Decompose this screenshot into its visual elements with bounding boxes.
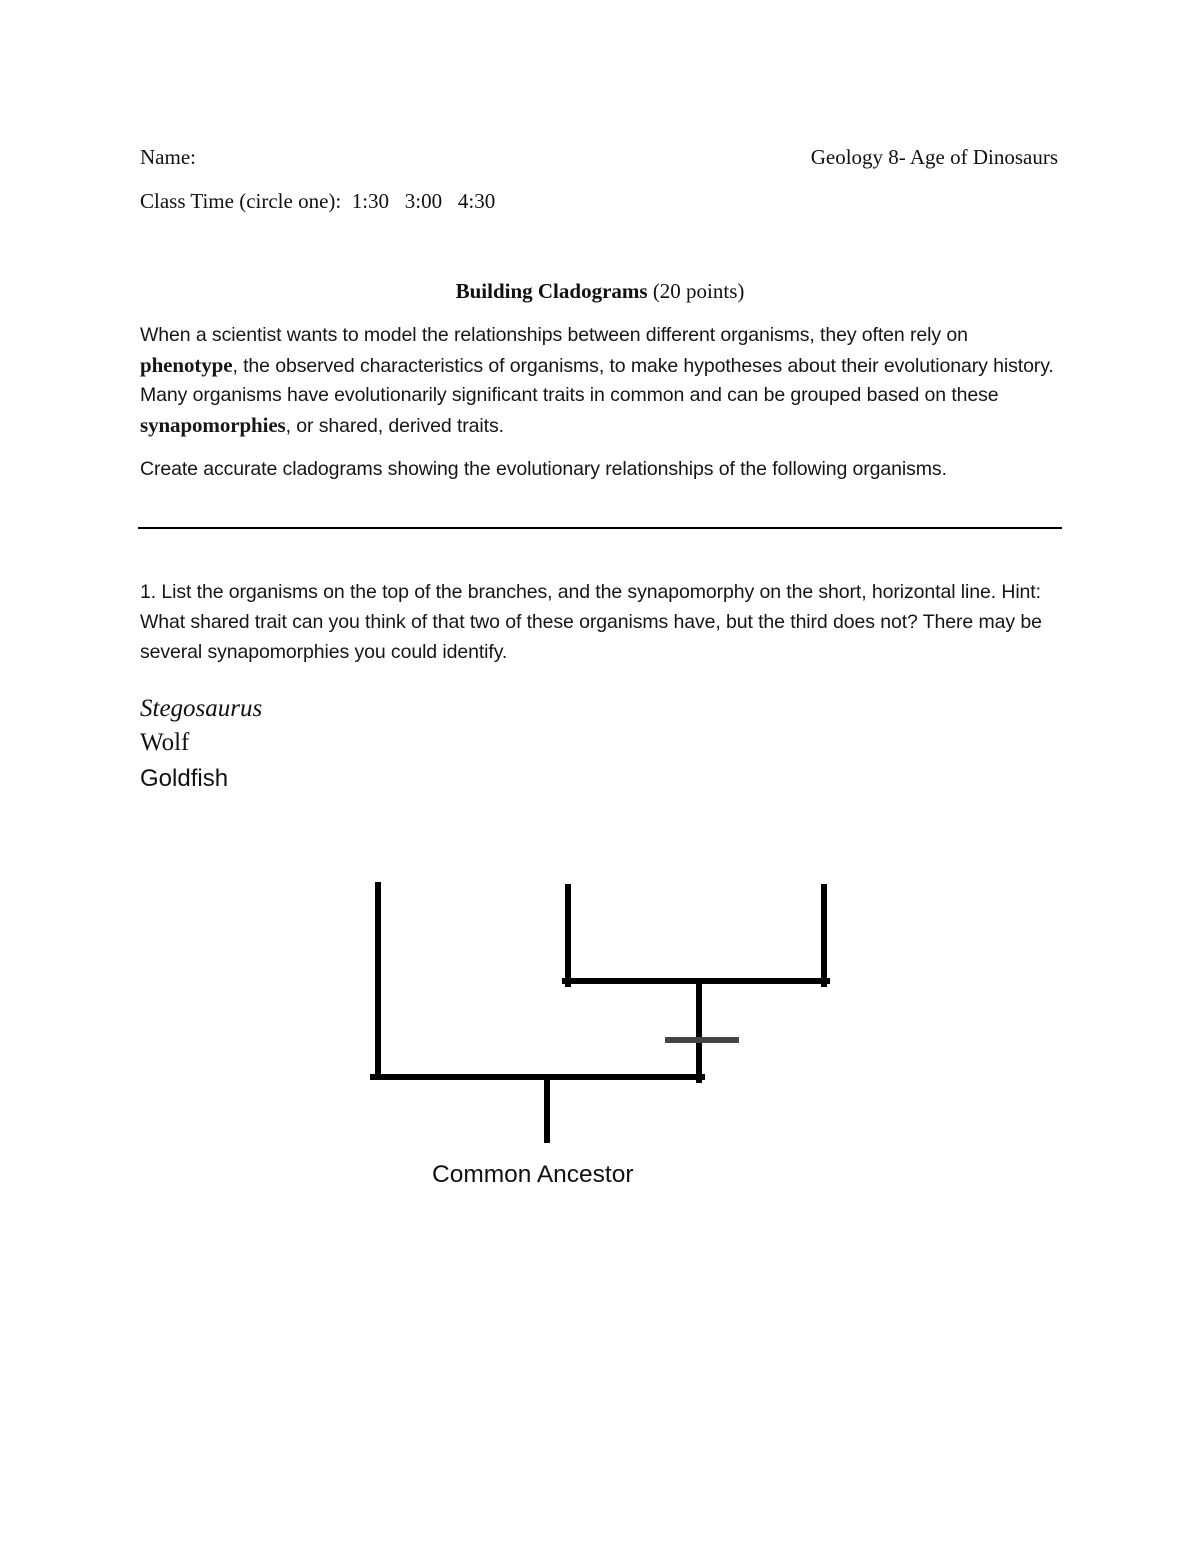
intro-text-2: , the observed characteristics of organisms, to make hypotheses about their evolutionary history. Many organisms have evolutionarily significant traits in common and can be grouped based on these [140, 354, 1054, 406]
cladogram-branches [373, 885, 827, 1140]
name-label: Name: [140, 145, 196, 169]
term-phenotype: phenotype [140, 352, 233, 377]
term-synapomorphies: synapomorphies [140, 412, 286, 437]
intro-text-3: , or shared, derived traits. [285, 414, 504, 437]
instruction-paragraph: Create accurate cladograms showing the evolutionary relationships of the following organisms. [140, 458, 947, 480]
common-ancestor-label: Common Ancestor [432, 1161, 634, 1188]
intro-text-1: When a scientist wants to model the relationships between different organisms, they often rely on [140, 324, 968, 346]
organism-stegosaurus: Stegosaurus [140, 695, 263, 722]
class-time-line: Class Time (circle one): 1:30 3:00 4:30 [140, 189, 496, 213]
heading-title: Building Cladograms [455, 279, 648, 303]
heading-points: (20 points) [647, 279, 745, 303]
course-title: Geology 8- Age of Dinosaurs [810, 145, 1058, 169]
organism-wolf: Wolf [140, 729, 190, 756]
question-1-text: 1. List the organisms on the top of the branches, and the synapomorphy on the short, horizontal line. Hint: What shared trait can you think of that two of these organisms have, but the third does not? There may be several synapomorphies you could identify. [140, 581, 1042, 663]
organism-goldfish: Goldfish [140, 765, 229, 792]
